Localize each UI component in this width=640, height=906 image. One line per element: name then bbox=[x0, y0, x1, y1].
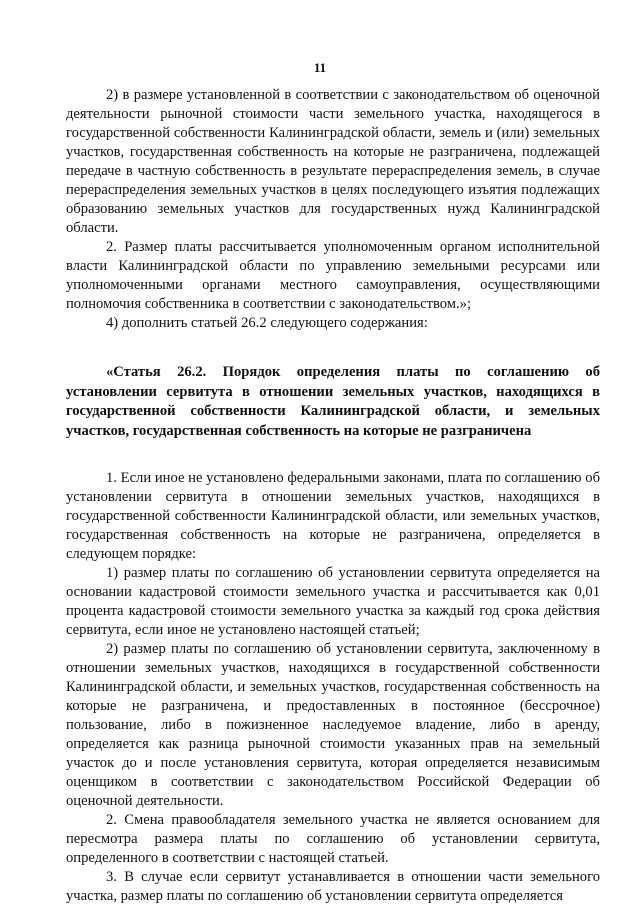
page-number: 11 bbox=[313, 60, 327, 75]
paragraph: 2) в размере установленной в соответствии с законодательством об оценочной деятельности рыночной стоимости части земельного участка, находящегося в государственной собственности Калининградской области, земель и (или) земельных участков, государственная собственность на которые не разграничена, подлежащей передаче в частную собственность в результате перераспределения земель, в случае перераспределения земельных участков в целях последующего изъятия подлежащих образованию земельных участков для государственных нужд Калининградской области. bbox=[66, 87, 600, 236]
paragraph: 2. Смена правообладателя земельного участка не является основанием для пересмотра размера платы по соглашению об установлении сервитута, определенного в соответствии с настоящей статьей. bbox=[66, 812, 600, 866]
paragraph: 2) размер платы по соглашению об установлении сервитута, заключенному в отношении земельных участков, находящихся в государственной собственности Калининградской области, и земельных участков, государственная собственность на которые не разграничена, и предоставленных в постоянное (бессрочное) пользование, либо в пожизненное наследуемое владение, либо в аренду, определяется как разница рыночной стоимости указанных прав на земельный участок до и после установления сервитута, которая определяется независимым оценщиком в соответствии с законодательством Российской Федерации об оценочной деятельности. bbox=[66, 641, 600, 809]
article-heading: «Статья 26.2. Порядок определения платы по соглашению об установлении сервитута в отношении земельных участков, находящихся в государственной собственности Калининградской области, и земельных участков, государственная собственность на которые не разграничена bbox=[66, 364, 600, 439]
paragraph: 4) дополнить статьей 26.2 следующего содержания: bbox=[106, 315, 428, 331]
paragraph: 1. Если иное не установлено федеральными законами, плата по соглашению об установлении сервитута в отношении земельных участков, находящихся в государственной собственности Калининградской области, или земельных участков, государственная собственность на которые не разграничена, определяется в следующем порядке: bbox=[66, 470, 600, 562]
paragraph: 1) размер платы по соглашению об установлении сервитута определяется на основании кадастровой стоимости земельного участка и рассчитывается как 0,01 процента кадастровой стоимости земельного участка за каждый год срока действия сервитута, если иное не установлено настоящей статьей; bbox=[66, 565, 600, 638]
document-body bbox=[66, 86, 600, 906]
paragraph: 3. В случае если сервитут устанавливается в отношении части земельного участка, размер платы по соглашению об установлении сервитута определяется bbox=[66, 869, 600, 904]
paragraph: 2. Размер платы рассчитывается уполномоченным органом исполнительной власти Калининградской области по управлению земельными ресурсами или уполномоченными органами местного самоуправления, осуществляющими полномочия собственника в соответствии с законодательством.»; bbox=[66, 239, 600, 312]
